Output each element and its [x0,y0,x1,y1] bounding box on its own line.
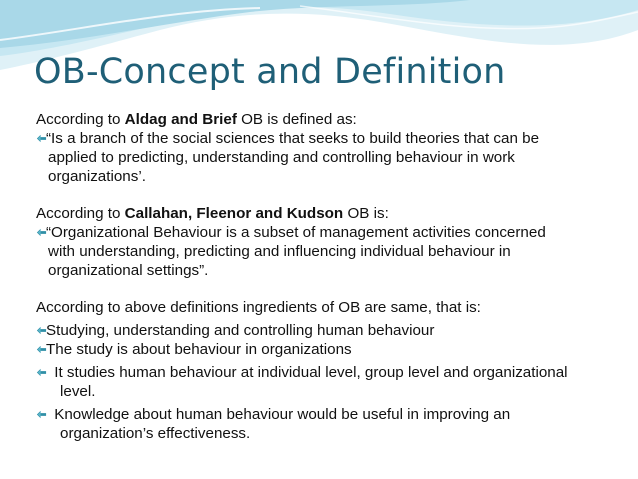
slide-body [36,110,632,443]
item-line: It studies human behaviour at individual level, group level and organizational [50,364,568,381]
definition-quote-callahan [36,223,632,280]
item-line: The study is about behaviour in organizations [46,341,352,358]
item-line: organization’s effectiveness. [60,425,251,442]
quote-line: “Organizational Behaviour is a subset of management activities concerned [46,224,546,241]
author-names: Callahan, Fleenor and Kudson [124,205,344,222]
definition-intro-callahan [36,204,632,223]
ingredient-item [36,340,632,359]
item-line: level. [60,383,96,400]
item-line: Studying, understanding and controlling human behaviour [46,322,435,339]
diamond-arrow-icon [36,223,48,242]
diamond-arrow-icon [36,363,48,382]
intro-suffix: OB is: [343,205,389,222]
intro-prefix: According to [36,111,125,128]
quote-line: applied to predicting, understanding and controlling behaviour in work [48,149,515,166]
diamond-arrow-icon [36,340,48,359]
diamond-arrow-icon [36,321,48,340]
author-names: Aldag and Brief [124,111,237,128]
diamond-arrow-icon [36,129,48,148]
definition-quote-aldag-brief [36,129,632,186]
ingredient-item [36,321,632,340]
diamond-arrow-icon [36,405,48,424]
ingredient-item [36,363,632,401]
quote-line: “Is a branch of the social sciences that seeks to build theories that can be [46,130,540,147]
quote-line: organizational settings”. [48,262,209,279]
slide-title: OB-Concept and Definition [34,52,506,92]
quote-line: organizations’. [48,168,146,185]
ingredient-item [36,405,632,443]
intro-suffix: OB is defined as: [236,111,357,128]
quote-line: with understanding, predicting and influencing individual behaviour in [48,243,511,260]
item-line: Knowledge about human behaviour would be useful in improving an [50,406,511,423]
definition-intro-aldag-brief [36,110,632,129]
intro-prefix: According to [36,205,125,222]
ingredients-intro: According to above definitions ingredients of OB are same, that is: [36,299,481,316]
